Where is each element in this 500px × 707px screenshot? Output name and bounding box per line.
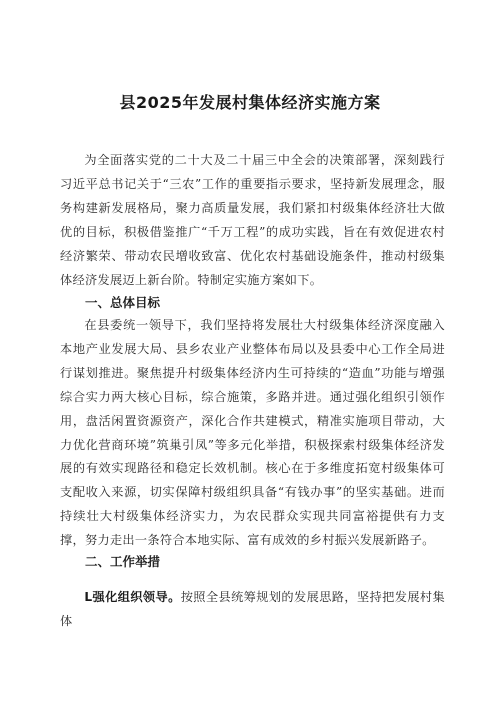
- measure-body: 按照全县统筹规划的发展思路，坚持把发展村集体: [60, 590, 445, 628]
- intro-paragraph: 为全面落实党的二十大及二十届三中全会的决策部署，深刻践行习近平总书记关于“三农”工作的重要指示要求，坚持新发展理念，服务构建新发展格局，聚力高质量发展，我们紧扣村级集体经济壮大做优的目标，积极借鉴推广“千万工程”的成功实践，旨在有效促进农村经济繁荣、带动农民增收致富、优化农村基础设施条件，推动村级集体经济发展迈上新台阶。特制定实施方案如下。: [60, 153, 445, 287]
- section-heading-work-measures: 二、工作举措: [85, 554, 161, 569]
- section-heading-overall-goal: 一、总体目标: [85, 295, 161, 310]
- measure-paragraph: [60, 586, 445, 634]
- document-title: 县2025年发展村集体经济实施方案: [119, 93, 381, 112]
- overall-goal-paragraph: 在县委统一领导下，我们坚持将发展壮大村级集体经济深度融入本地产业发展大局、县乡农业产业整体布局以及县委中心工作全局进行谋划推进。聚焦提升村级集体经济内生可持续的“造血”功能与增强综合实力两大核心目标，综合施策，多路并进。通过强化组织引领作用，盘活闲置资源资产，深化合作共建模式，精准实施项目带动，大力优化营商环境”筑巢引凤”等多元化举措，积极探索村级集体经济发展的有效实现路径和稳定长效机制。核心在于多维度拓宽村级集体可支配收入来源，切实保障村级组织具备“有钱办事”的坚实基础。进而持续壮大村级集体经济实力，为农民群众实现共同富裕提供有力支撑，努力走出一条符合本地实际、富有成效的乡村振兴发展新路子。: [60, 318, 445, 548]
- measure-lead: L强化组织领导。: [84, 590, 181, 604]
